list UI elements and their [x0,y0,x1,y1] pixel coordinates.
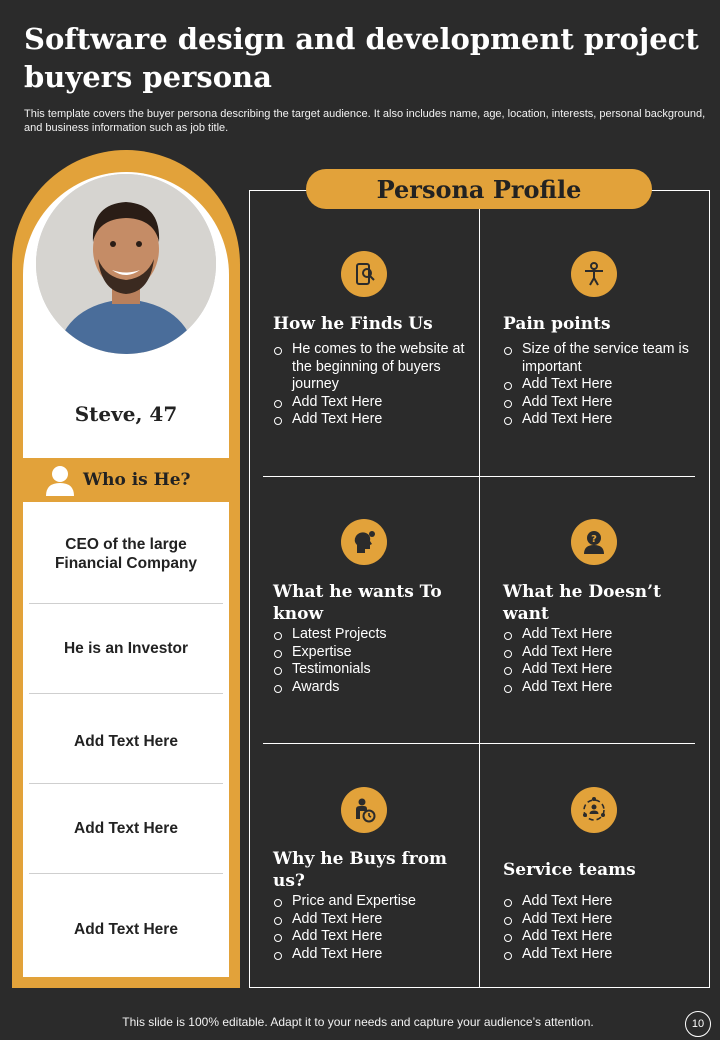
cell-title-what-he-wants: What he wants To know [273,582,442,624]
who-is-he-label: Who is He? [83,470,191,490]
team-cycle-icon [571,787,617,833]
list-item: Add Text Here [503,376,703,394]
persona-profile-banner: Persona Profile [306,169,652,209]
list-item: Add Text Here [503,928,703,946]
question-person-icon [571,519,617,565]
list-item: Latest Projects [273,626,473,644]
persona-detail: Add Text Here [74,732,178,750]
list-item: Add Text Here [273,394,473,412]
cell-list-pain-points [503,341,703,429]
page-number: 10 [685,1011,711,1037]
cell-list-what-he-doesnt-want [503,626,703,696]
list-item: Add Text Here [503,626,703,644]
svg-text:?: ? [591,534,597,545]
person-clock-icon [341,787,387,833]
list-item: Price and Expertise [273,893,473,911]
list-item: Add Text Here [273,946,473,964]
cell-title-what-he-doesnt-want: What he Doesn’t want [503,582,661,624]
list-item: Add Text Here [503,394,703,412]
list-item: He comes to the website at the beginning of buyers journey [273,341,473,394]
list-item: Add Text Here [273,411,473,429]
cell-list-how-he-finds-us [273,341,473,429]
list-item: Add Text Here [503,946,703,964]
persona-name: Steve, 47 [74,402,178,426]
list-item: Add Text Here [503,893,703,911]
who-is-he-header [23,462,229,498]
persona-detail: Add Text Here [74,819,178,837]
list-item: Testimonials [273,661,473,679]
persona-detail: He is an Investor [63,639,189,657]
list-item: Awards [273,679,473,697]
cell-title-service-teams: Service teams [503,860,636,880]
divider [29,873,223,874]
footer-note: This slide is 100% editable. Adapt it to your needs and capture your audience’s attention. [122,1015,594,1029]
persona-photo [36,174,216,354]
pain-figure-icon [571,251,617,297]
list-item: Size of the service team is important [503,341,703,376]
grid-divider [263,476,695,477]
user-icon [43,463,77,497]
divider [29,783,223,784]
list-item: Add Text Here [503,411,703,429]
phone-search-icon [341,251,387,297]
cell-title-how-he-finds-us: How he Finds Us [273,314,433,334]
page-subtitle: This template covers the buyer persona describing the target audience. It also includes name, age, location, interests, personal background, and business information such as job title. [24,108,706,134]
persona-detail: CEO of the large Financial Company [54,536,198,572]
list-item: Add Text Here [503,644,703,662]
list-item: Add Text Here [503,661,703,679]
persona-details-box [23,502,229,977]
grid-divider [263,743,695,744]
cell-title-pain-points: Pain points [503,314,611,334]
page-title: Software design and development project buyers persona [24,22,699,94]
divider [29,693,223,694]
cell-list-why-he-buys [273,893,473,963]
list-item: Add Text Here [503,679,703,697]
cell-list-service-teams [503,893,703,963]
list-item: Add Text Here [503,911,703,929]
list-item: Add Text Here [273,911,473,929]
cell-list-what-he-wants [273,626,473,696]
persona-detail: Add Text Here [74,920,178,938]
list-item: Add Text Here [273,928,473,946]
thinking-head-icon [341,519,387,565]
cell-title-why-he-buys: Why he Buys from us? [273,849,448,891]
grid-divider [479,208,480,988]
divider [29,603,223,604]
list-item: Expertise [273,644,473,662]
